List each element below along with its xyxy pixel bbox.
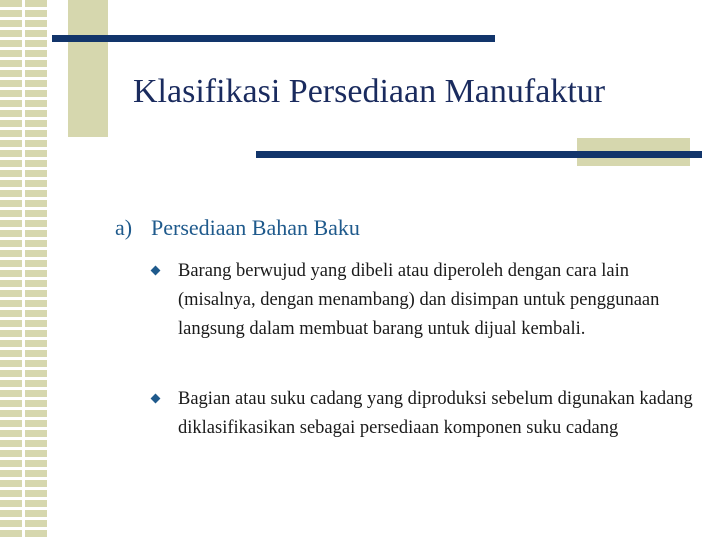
section-heading-text: Persediaan Bahan Baku: [151, 215, 360, 240]
title-rule-bottom: [256, 151, 702, 158]
slide-title: Klasifikasi Persediaan Manufaktur: [133, 73, 606, 110]
title-rule-top: [52, 35, 495, 42]
section-heading: [115, 215, 360, 241]
bullet-item: [148, 257, 693, 344]
bullet-text: Barang berwujud yang dibeli atau diperoleh dengan cara lain (misalnya, dengan menambang) dan disimpan untuk penggunaan langsung dalam membuat barang untuk dijual kembali.: [178, 261, 660, 339]
bullet-item: [148, 385, 693, 443]
section-number: a): [115, 215, 133, 240]
decorative-stripes: [0, 0, 50, 540]
bullet-text: Bagian atau suku cadang yang diproduksi sebelum digunakan kadang diklasifikasikan sebagai persediaan komponen suku cadang: [178, 389, 693, 438]
decorative-tan-block-left: [68, 0, 108, 137]
